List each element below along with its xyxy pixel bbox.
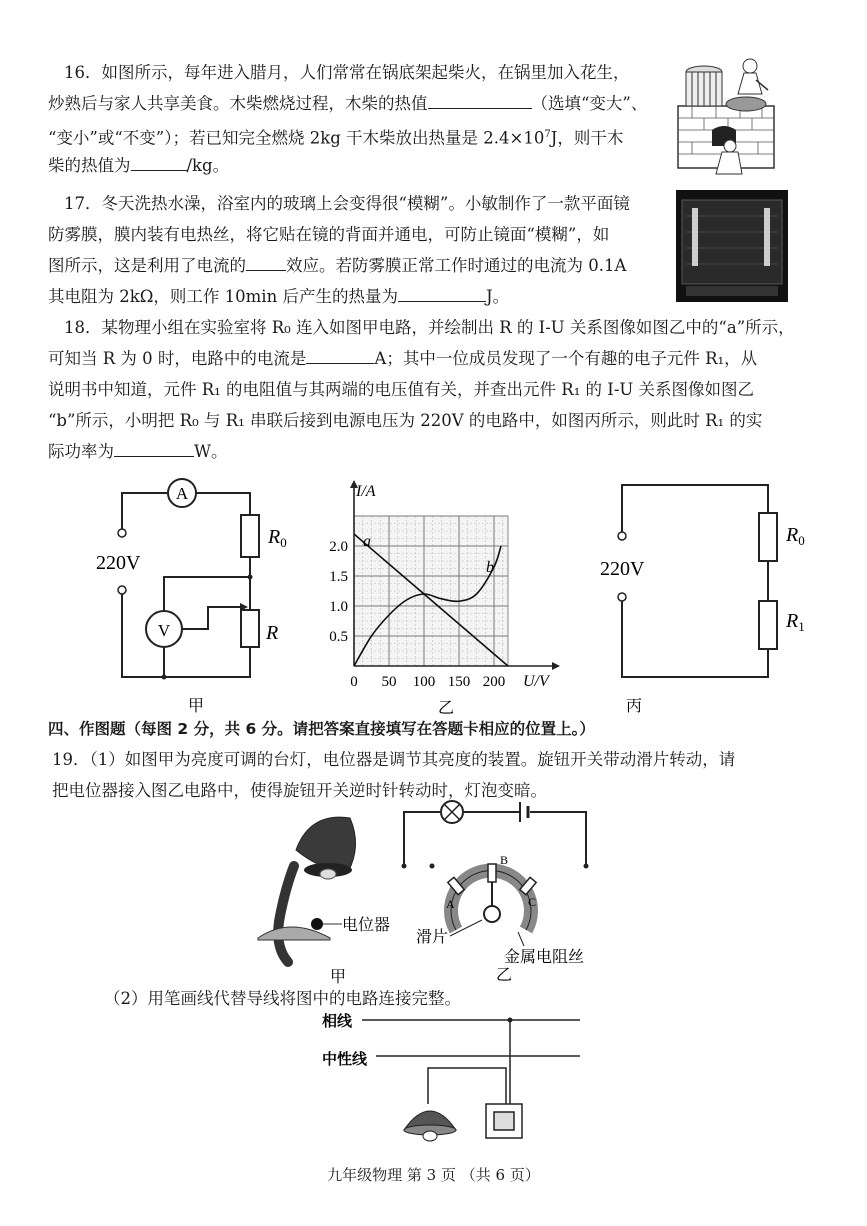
live-wire-label[interactable]: 相线 (322, 1014, 353, 1030)
curve-a-label: a (363, 533, 371, 550)
circuit-jia (90, 475, 290, 715)
y-tick-label: 1.0 (329, 599, 348, 615)
y-axis-label: I/A (356, 483, 376, 500)
neutral-wire-label[interactable]: 中性线 (322, 1052, 368, 1068)
q16-blank1[interactable] (428, 90, 532, 109)
x-tick-label: 50 (381, 674, 397, 690)
q18-line5: 际功率为 W。 (48, 437, 227, 467)
x-axis-arrow (552, 662, 560, 670)
potentiometer-label: 电位器 (342, 917, 391, 934)
r1-label-bing: $R_1$ (786, 610, 805, 634)
caption-lamp-jia: 甲 (330, 969, 347, 986)
q16-line3: “变小”或“不变”）；若已知完全燃烧 2kg 干木柴放出热量是 $2.4\times 10^7J$，则干木 (48, 128, 624, 148)
q19-part2: （2）用笔画线代替导线将图中的电路连接完整。 (104, 989, 461, 1008)
q17-line3: 图所示，这是利用了电流的 效应。若防雾膜正常工作时通过的电流为 0.1A (48, 251, 626, 281)
caption-jia: 甲 (187, 698, 205, 715)
household-wiring (318, 1008, 588, 1158)
q17-line2: 防雾膜，膜内装有电热丝，将它贴在镜的背面并通电，可防止镜面“模糊”，如 (48, 225, 610, 244)
caption-yi: 乙 (437, 700, 455, 716)
terminal-a: A (446, 897, 455, 911)
q18-line3: 说明书中知道，元件 R₁ 的电阻值与其两端的电压值有关，并查出元件 R₁ 的 I-U 关系图像如图乙 (48, 380, 755, 399)
q18-blank1[interactable] (306, 345, 374, 364)
y-tick-label: 0.5 (329, 629, 348, 645)
voltmeter-label: V (157, 621, 171, 640)
circuit-bing (590, 475, 810, 715)
terminal-c: C (528, 895, 537, 909)
caption-bing: 丙 (625, 698, 643, 715)
y-tick-label: 1.5 (329, 569, 348, 585)
caption-circuit-yi: 乙 (496, 967, 513, 984)
x-tick-label: 200 (482, 674, 506, 690)
x-tick-label: 0 (350, 674, 358, 690)
desk-lamp-illustration (250, 806, 410, 992)
iu-chart (322, 478, 562, 716)
terminal-b: B (500, 853, 509, 867)
q17-line4: 其电阻为 2kΩ，则工作 10min 后产生的热量为 J。 (48, 282, 509, 312)
x-axis-label: U/V (523, 673, 549, 690)
q18-line1: 18．某物理小组在实验室将 R₀ 连入如图甲电路，并绘制出 R 的 I-U 关系图像如图乙中的“a”所示， (64, 318, 795, 337)
y-tick-label: 2.0 (329, 539, 348, 555)
r0-label: $R_0$ (268, 526, 287, 550)
potentiometer-circuit (396, 800, 616, 990)
section4-title: 四、作图题（每图 2 分，共 6 分。请把答案直接填写在答题卡相应的位置上。） (48, 720, 595, 738)
chart-grid (354, 516, 508, 666)
q18-blank2[interactable] (114, 438, 194, 457)
slider-label: 滑片 (416, 929, 449, 946)
x-tick-label: 150 (447, 674, 471, 690)
q17-blank1[interactable] (246, 252, 286, 271)
q19-line2: 把电位器接入图乙电路中，使得旋钮开关逆时针转动时，灯泡变暗。 (52, 781, 547, 800)
page-footer: 九年级物理 第 3 页 （共 6 页） (327, 1166, 540, 1184)
q16-line2: 炒熟后与家人共享美食。木柴燃烧过程，木柴的热值 （选填“变大”、 (48, 89, 647, 119)
r0-label-bing: $R_0$ (786, 524, 805, 548)
stove-illustration (672, 50, 782, 180)
ammeter-label: A (175, 484, 189, 503)
q16-line4: 柴的热值为 /kg。 (48, 151, 229, 181)
q16-line1: 16．如图所示，每年进入腊月，人们常常在锅底架起柴火，在锅里加入花生， (64, 63, 630, 82)
q19-line1: 19．（1）如图甲为亮度可调的台灯，电位器是调节其亮度的装置。旋钮开关带动滑片转动，请 (52, 750, 736, 769)
resistance-wire-label: 金属电阻丝 (504, 949, 585, 966)
q17-line1: 17．冬天洗热水澡，浴室内的玻璃上会变得很“模糊”。小敏制作了一款平面镜 (64, 194, 630, 213)
q18-line2: 可知当 R 为 0 时，电路中的电流是 A；其中一位成员发现了一个有趣的电子元件 R₁，从 (48, 344, 757, 374)
curve-b-label: b (486, 559, 494, 576)
q16-blank2[interactable] (131, 152, 187, 171)
r-label: R (266, 622, 279, 644)
q17-blank2[interactable] (398, 283, 486, 302)
q18-line4: “b”所示，小明把 R₀ 与 R₁ 串联后接到电源电压为 220V 的电路中，如图丙所示，则此时 R₁ 的实 (48, 411, 763, 430)
x-tick-label: 100 (412, 674, 436, 690)
voltage-label-jia: 220V (96, 552, 141, 574)
voltage-label-bing: 220V (600, 558, 645, 580)
defog-mirror-photo (676, 190, 788, 302)
